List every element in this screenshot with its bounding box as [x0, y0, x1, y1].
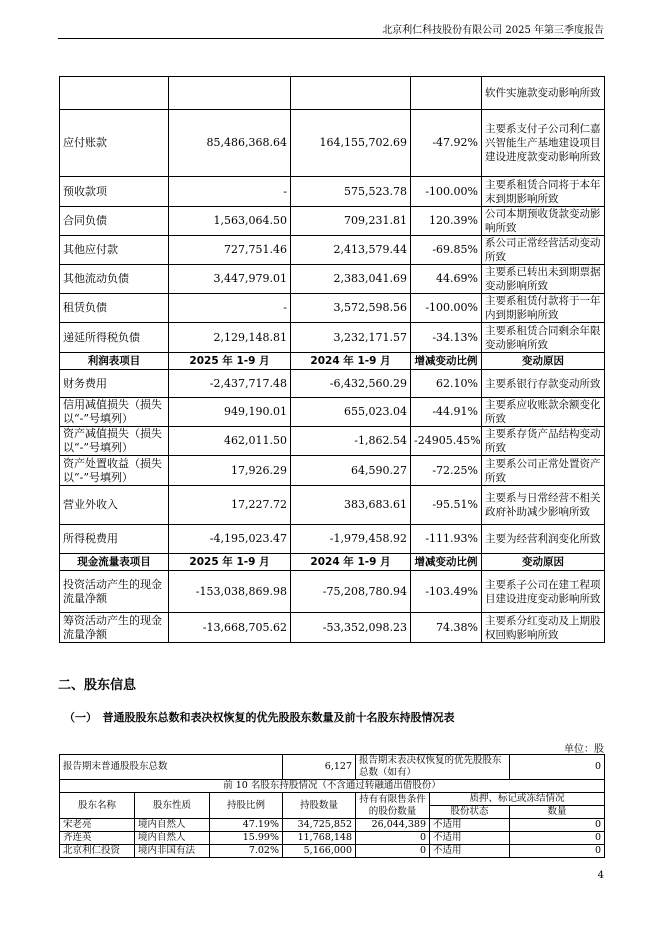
page-number: 4	[597, 870, 604, 881]
balance-row	[60, 265, 605, 294]
current-value: 2,129,148.81	[169, 323, 291, 353]
change-reason: 公司本期预收货款变动影响所致	[482, 207, 605, 236]
item-name: 信用减值损失（损失以“-”号填列）	[60, 398, 169, 427]
header-current: 2025 年 1-9 月	[169, 554, 291, 571]
share-status: 不适用	[430, 819, 510, 832]
header-reason: 变动原因	[482, 353, 605, 370]
change-reason: 主要为经营利润变化所致	[482, 525, 605, 554]
change-reason: 主要系分红变动及上期股权回购影响所致	[482, 613, 605, 643]
preferred-shareholders-value: 0	[510, 755, 605, 780]
pledge-count: 0	[510, 819, 605, 832]
preferred-shareholders-label: 报告期末表决权恢复的优先股股东总数（如有）	[356, 755, 510, 780]
header-change: 增减变动比例	[411, 554, 482, 571]
change-ratio: 74.38%	[411, 613, 482, 643]
income-row	[60, 525, 605, 554]
change-reason: 软件实施款变动影响所致	[482, 77, 605, 110]
header-change: 增减变动比例	[411, 353, 482, 370]
header-previous: 2024 年 1-9 月	[291, 554, 411, 571]
item-name: 投资活动产生的现金流量净额	[60, 571, 169, 613]
item-name: 应付账款	[60, 110, 169, 177]
previous-value: 64,590.27	[291, 456, 411, 486]
share-status: 不适用	[430, 845, 510, 858]
shareholder-name: 北京利仁投资	[60, 845, 135, 858]
cash-row	[60, 613, 605, 643]
previous-value: 709,231.81	[291, 207, 411, 236]
header-item: 利润表项目	[60, 353, 169, 370]
current-value: -13,668,705.62	[169, 613, 291, 643]
total-shareholders-label: 报告期末普通股股东总数	[60, 755, 283, 780]
previous-value: 2,413,579.44	[291, 236, 411, 265]
shareholding-quantity: 34,725,852	[283, 819, 356, 832]
current-value: 462,011.50	[169, 427, 291, 456]
income-row	[60, 398, 605, 427]
change-ratio: -69.85%	[411, 236, 482, 265]
subsection-title: （一） 普通股股东总数和表决权恢复的优先股股东数量及前十名股东持股情况表	[64, 711, 455, 724]
income-row	[60, 370, 605, 398]
current-value: 3,447,979.01	[169, 265, 291, 294]
change-reason: 主要系租赁合同将于本年末到期影响所致	[482, 177, 605, 207]
total-shareholders-row	[60, 755, 605, 780]
balance-row	[60, 110, 605, 177]
previous-value: -75,208,780.94	[291, 571, 411, 613]
current-value: 949,190.01	[169, 398, 291, 427]
shareholder-nature: 境内非国有法	[135, 845, 210, 858]
current-value: 17,926.29	[169, 456, 291, 486]
shareholder-nature: 境内自然人	[135, 832, 210, 845]
shareholder-row	[60, 832, 605, 845]
current-value: 85,486,368.64	[169, 110, 291, 177]
change-ratio: 120.39%	[411, 207, 482, 236]
previous-value: -6,432,560.29	[291, 370, 411, 398]
previous-value: -53,352,098.23	[291, 613, 411, 643]
current-value: 727,751.46	[169, 236, 291, 265]
shareholder-name: 齐连英	[60, 832, 135, 845]
section-title-shareholders: 二、股东信息	[58, 678, 137, 693]
change-ratio: -34.13%	[411, 323, 482, 353]
current-value: -	[169, 294, 291, 323]
balance-row	[60, 294, 605, 323]
previous-value: -1,862.54	[291, 427, 411, 456]
previous-value: 2,383,041.69	[291, 265, 411, 294]
column-header-row	[60, 793, 605, 806]
current-value: -4,195,023.47	[169, 525, 291, 554]
col-status: 股份状态	[430, 806, 510, 819]
change-ratio	[411, 77, 482, 110]
financial-changes-table	[59, 76, 605, 643]
shareholder-row	[60, 819, 605, 832]
item-name: 筹资活动产生的现金流量净额	[60, 613, 169, 643]
previous-value: 3,232,171.57	[291, 323, 411, 353]
item-name: 其他应付款	[60, 236, 169, 265]
current-value	[169, 77, 291, 110]
change-reason: 主要系银行存款变动所致	[482, 370, 605, 398]
change-ratio: 62.10%	[411, 370, 482, 398]
header-current: 2025 年 1-9 月	[169, 353, 291, 370]
report-header: 北京利仁科技股份有限公司 2025 年第三季度报告	[382, 25, 604, 36]
cash-header-row	[60, 554, 605, 571]
change-ratio: -47.92%	[411, 110, 482, 177]
shareholder-name: 宋老亮	[60, 819, 135, 832]
previous-value: 3,572,598.56	[291, 294, 411, 323]
top10-title: 前 10 名股东持股情况（不含通过转融通出借股份）	[60, 780, 605, 793]
shareholding-quantity: 11,768,148	[283, 832, 356, 845]
unit-label: 单位：股	[564, 744, 604, 755]
col-quantity: 持股数量	[283, 793, 356, 819]
change-ratio: -111.93%	[411, 525, 482, 554]
pledge-count: 0	[510, 845, 605, 858]
item-name: 营业外收入	[60, 486, 169, 525]
col-ratio: 持股比例	[210, 793, 283, 819]
item-name: 财务费用	[60, 370, 169, 398]
cash-row	[60, 571, 605, 613]
item-name: 租赁负债	[60, 294, 169, 323]
current-value: -153,038,869.98	[169, 571, 291, 613]
restricted-shares: 0	[356, 832, 430, 845]
item-name: 预收款项	[60, 177, 169, 207]
previous-value	[291, 77, 411, 110]
change-ratio: -24905.45%	[411, 427, 482, 456]
change-reason: 主要系与日常经营不相关政府补助减少影响所致	[482, 486, 605, 525]
income-header-row	[60, 353, 605, 370]
current-value: 1,563,064.50	[169, 207, 291, 236]
change-ratio: -103.49%	[411, 571, 482, 613]
change-reason: 主要系子公司在建工程项目建设进度变动影响所致	[482, 571, 605, 613]
restricted-shares: 26,044,389	[356, 819, 430, 832]
current-value: 17,227.72	[169, 486, 291, 525]
restricted-shares: 0	[356, 845, 430, 858]
change-ratio: 44.69%	[411, 265, 482, 294]
change-reason: 主要系存货产品结构变动所致	[482, 427, 605, 456]
balance-row	[60, 323, 605, 353]
item-name: 递延所得税负债	[60, 323, 169, 353]
header-item: 现金流量表项目	[60, 554, 169, 571]
change-ratio: -100.00%	[411, 294, 482, 323]
shareholding-ratio: 7.02%	[210, 845, 283, 858]
col-restricted: 持有有限售条件的股份数量	[356, 793, 430, 819]
header-reason: 变动原因	[482, 554, 605, 571]
previous-value: -1,979,458.92	[291, 525, 411, 554]
header-rule	[58, 38, 604, 39]
item-name: 其他流动负债	[60, 265, 169, 294]
item-name: 资产减值损失（损失以“-”号填列）	[60, 427, 169, 456]
shareholding-quantity: 5,166,000	[283, 845, 356, 858]
shareholder-nature: 境内自然人	[135, 819, 210, 832]
previous-value: 383,683.61	[291, 486, 411, 525]
item-name: 所得税费用	[60, 525, 169, 554]
shareholding-ratio: 15.99%	[210, 832, 283, 845]
change-reason: 系公司正常经营活动变动所致	[482, 236, 605, 265]
change-ratio: -95.51%	[411, 486, 482, 525]
change-reason: 主要系公司正常处置资产所致	[482, 456, 605, 486]
income-row	[60, 456, 605, 486]
share-status: 不适用	[430, 832, 510, 845]
change-reason: 主要系租赁合同剩余年限变动影响所致	[482, 323, 605, 353]
shareholder-row	[60, 845, 605, 858]
col-nature: 股东性质	[135, 793, 210, 819]
balance-row	[60, 207, 605, 236]
income-row	[60, 427, 605, 456]
current-value: -	[169, 177, 291, 207]
balance-row	[60, 177, 605, 207]
balance-row	[60, 236, 605, 265]
change-reason: 主要系已转出未到期票据变动影响所致	[482, 265, 605, 294]
current-value: -2,437,717.48	[169, 370, 291, 398]
change-ratio: -44.91%	[411, 398, 482, 427]
col-pledge: 质押、标记或冻结情况	[430, 793, 605, 806]
previous-value: 575,523.78	[291, 177, 411, 207]
previous-value: 164,155,702.69	[291, 110, 411, 177]
col-count: 数量	[510, 806, 605, 819]
change-reason: 主要系应收账款余额变化所致	[482, 398, 605, 427]
item-name: 资产处置收益（损失以“-”号填列）	[60, 456, 169, 486]
previous-value: 655,023.04	[291, 398, 411, 427]
income-row	[60, 486, 605, 525]
shareholders-table	[59, 754, 605, 858]
col-name: 股东名称	[60, 793, 135, 819]
header-previous: 2024 年 1-9 月	[291, 353, 411, 370]
change-reason: 主要系租赁付款将于一年内到期影响所致	[482, 294, 605, 323]
change-ratio: -100.00%	[411, 177, 482, 207]
change-reason: 主要系支付子公司利仁嘉兴智能生产基地建设项目建设进度款变动影响所致	[482, 110, 605, 177]
item-name: 合同负债	[60, 207, 169, 236]
top10-title-row	[60, 780, 605, 793]
item-name	[60, 77, 169, 110]
total-shareholders-value: 6,127	[283, 755, 356, 780]
balance-row	[60, 77, 605, 110]
change-ratio: -72.25%	[411, 456, 482, 486]
shareholding-ratio: 47.19%	[210, 819, 283, 832]
pledge-count: 0	[510, 832, 605, 845]
